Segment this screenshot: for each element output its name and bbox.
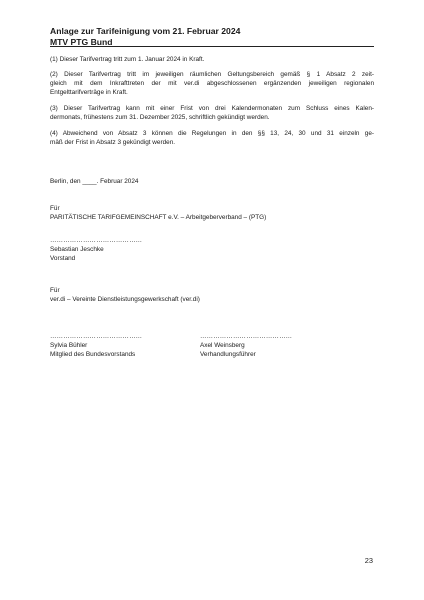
- header-subtitle: MTV PTG Bund: [50, 36, 113, 47]
- paragraph-3: [50, 104, 374, 122]
- party-1-block: [50, 204, 374, 222]
- paragraph-4: [50, 129, 374, 147]
- signer-role: Mitglied des Bundesvorstands: [50, 350, 136, 358]
- paragraph-2-line-1: (2) Dieser Tarifvertrag tritt im jeweiligen räumlichen Geltungsbereich gemäß § 1 Absatz 2 zeit-: [50, 71, 374, 78]
- place-date: Berlin, den ____. Februar 2024: [50, 178, 139, 185]
- paragraph-2: [50, 70, 374, 98]
- signer-name: Axel Weinsberg: [200, 341, 245, 349]
- paragraph-3-line-1: (3) Dieser Tarifvertrag kann mit einer Frist von drei Kalendermonaten zum Schluss eines Kalen-: [50, 105, 374, 112]
- signature-block: [50, 333, 142, 359]
- party-2-org: ver.di – Vereinte Dienstleistungsgewerkschaft (ver.di): [50, 296, 200, 304]
- signature-block: [50, 237, 142, 263]
- signer-name: Sylvia Bühler: [50, 341, 88, 349]
- paragraph-2-line-2: gleich mit dem Inkrafttreten der mit ver.di abgeschlossenen ergänzenden jeweiligen regionalen: [50, 80, 374, 88]
- paragraph-1: (1) Dieser Tarifvertrag tritt zum 1. Januar 2024 in Kraft.: [50, 56, 205, 63]
- signer-role: Vorstand: [50, 254, 76, 262]
- document-header: [50, 26, 374, 47]
- signature-line: ……………………………………: [50, 333, 143, 340]
- party-2-for: Für: [50, 287, 60, 294]
- header-title: Anlage zur Tarifeinigung vom 21. Februar 2024: [50, 26, 241, 36]
- signature-line: ……………………………………: [50, 237, 143, 244]
- party-2-block: [50, 286, 374, 304]
- party-1-for: Für: [50, 205, 60, 212]
- signature-block: [200, 333, 292, 359]
- page-number: 23: [364, 556, 373, 565]
- signature-line: ……………………………………: [200, 333, 293, 340]
- paragraph-2-line-3: Entgelttarifverträge in Kraft.: [50, 89, 128, 97]
- paragraph-4-line-2: mäß der Frist in Absatz 3 gekündigt werden.: [50, 139, 176, 147]
- paragraph-4-line-1: (4) Abweichend von Absatz 3 können die Regelungen in den §§ 13, 24, 30 und 31 einzeln ge-: [50, 130, 374, 137]
- header-divider: [50, 46, 374, 47]
- party-1-org: PARITÄTISCHE TARIFGEMEINSCHAFT e.V. – Arbeitgeberverband – (PTG): [50, 214, 267, 222]
- signer-name: Sebastian Jeschke: [50, 245, 104, 253]
- paragraph-3-line-2: dermonats, frühestens zum 31. Dezember 2025, schriftlich gekündigt werden.: [50, 114, 270, 122]
- signer-role: Verhandlungsführer: [200, 350, 256, 358]
